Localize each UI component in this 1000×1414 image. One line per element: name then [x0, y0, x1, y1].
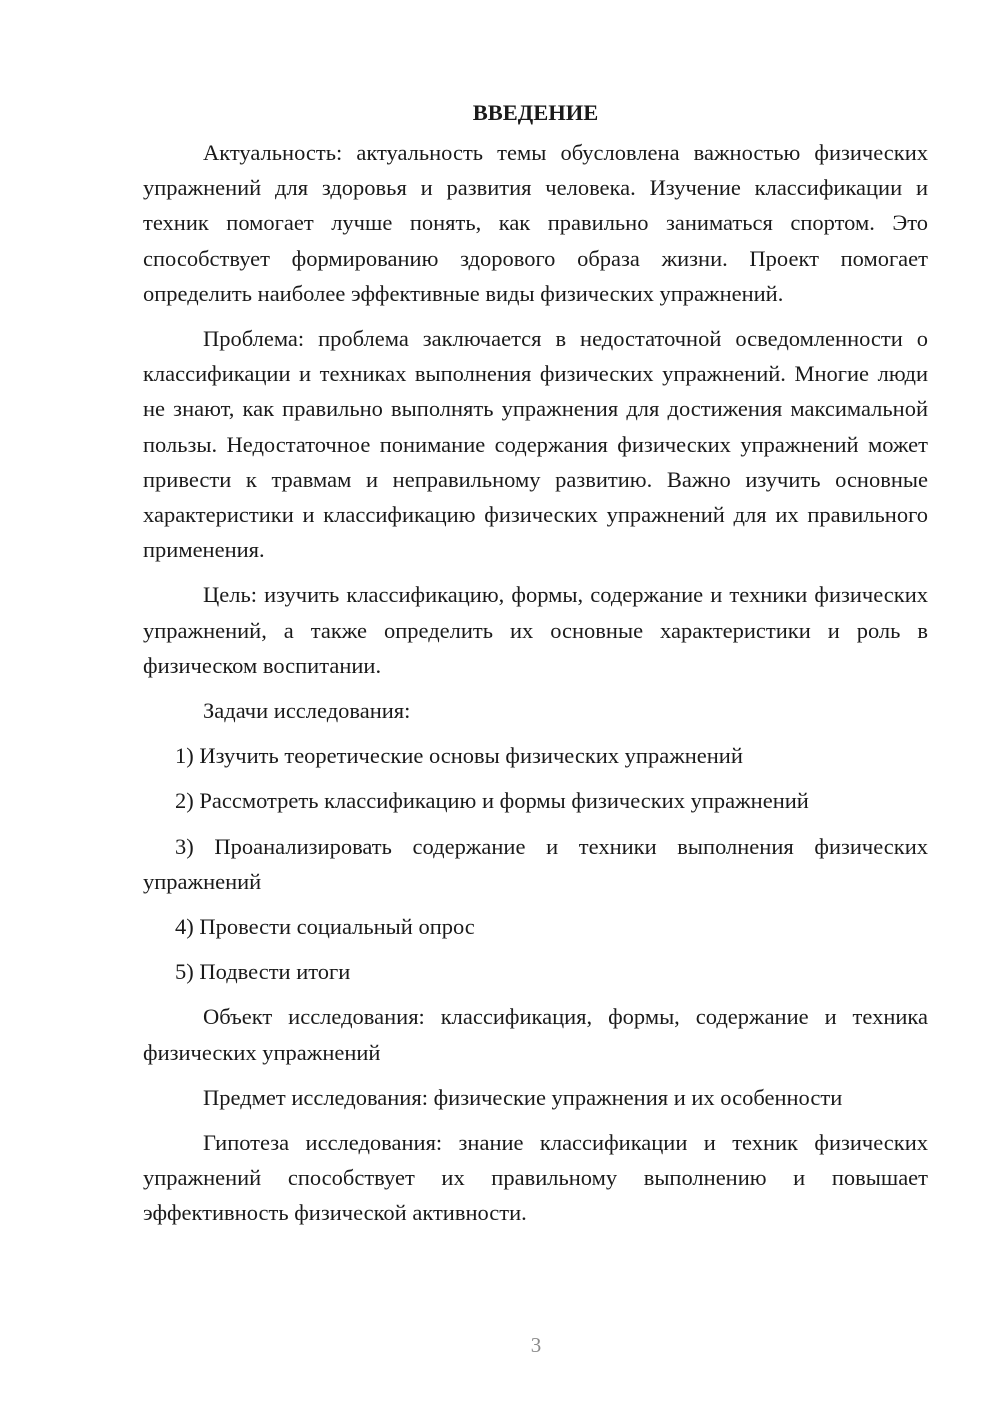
tasks-heading: Задачи исследования:: [203, 698, 411, 724]
goal-paragraph: Цель: изучить классификацию, формы, содержание и техники физических упражнений, а также определить их основные характеристики и роль в физическом воспитании.: [143, 582, 928, 678]
task-item: 3) Проанализировать содержание и техники выполнения физических упражнений: [143, 833, 928, 894]
problem-paragraph: Проблема: проблема заключается в недостаточной осведомленности о классификации и техниках выполнения физических упражнений. Многие люди не знают, как правильно выполнять упражнения для достижения максимальной пользы. Недостаточное понимание содержания физических упражнений может привести к травмам и неправильному развитию. Важно изучить основные характеристики и классификацию физических упражнений для их правильного применения.: [143, 326, 928, 563]
subject-paragraph: Предмет исследования: физические упражнения и их особенности: [203, 1084, 843, 1110]
document-page: [143, 95, 928, 1241]
section-title: ВВЕДЕНИЕ: [472, 100, 599, 125]
task-item: 2) Рассмотреть классификацию и формы физических упражнений: [175, 788, 809, 814]
relevance-paragraph: Актуальность: актуальность темы обусловлена важностью физических упражнений для здоровья и развития человека. Изучение классификации и техник помогает лучше понять, как правильно заниматься спортом. Это способствует формированию здорового образа жизни. Проект помогает определить наиболее эффективные виды физических упражнений.: [143, 140, 928, 306]
task-item: 5) Подвести итоги: [175, 959, 351, 985]
task-item: 1) Изучить теоретические основы физических упражнений: [175, 743, 743, 769]
hypothesis-paragraph: Гипотеза исследования: знание классификации и техник физических упражнений способствует их правильному выполнению и повышает эффективность физической активности.: [143, 1130, 928, 1226]
page-number: 3: [530, 1333, 542, 1357]
task-item: 4) Провести социальный опрос: [175, 914, 475, 940]
object-paragraph: Объект исследования: классификация, формы, содержание и техника физических упражнений: [143, 1004, 928, 1065]
